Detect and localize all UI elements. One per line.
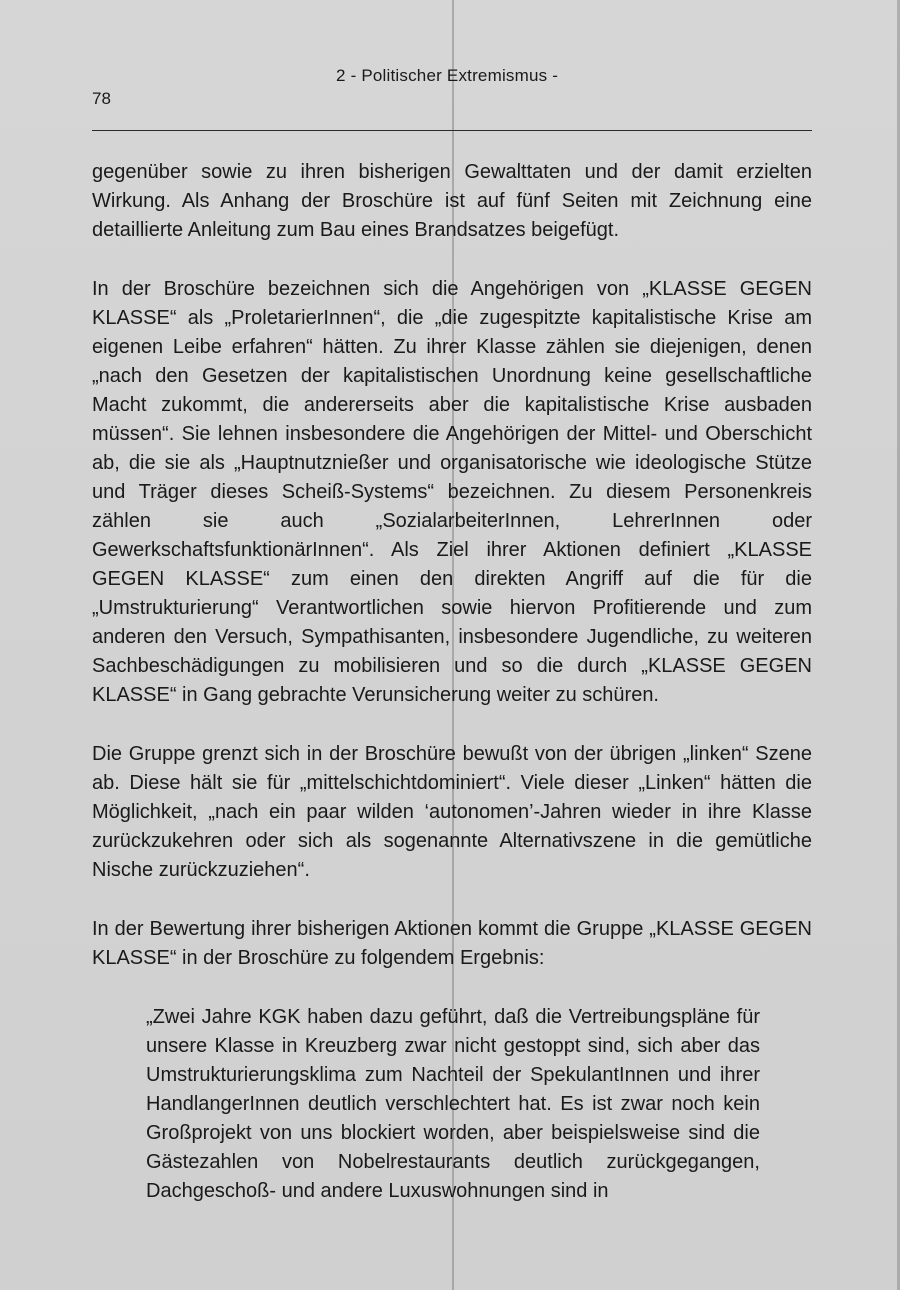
block-quote: „Zwei Jahre KGK haben dazu geführt, daß die Vertreibungspläne für unsere Klasse in Kreuzberg zwar nicht gestoppt sind, sich aber das Umstrukturierungsklima zum Nachteil der SpekulantInnen und ihrer HandlangerInnen deutlich verschlechtert hat. Es ist zwar noch kein Großprojekt von uns blockiert worden, aber beispielsweise sind die Gästezahlen von Nobelrestaurants deutlich zurückgegangen, Dachgeschoß- und andere Luxuswohnungen sind in — [146, 1006, 760, 1202]
running-title: 2 - Politischer Extremismus - — [336, 66, 559, 85]
page-header — [92, 64, 812, 124]
page-number: 78 — [92, 89, 111, 108]
body-text — [92, 158, 812, 1206]
paragraph-4: In der Bewertung ihrer bisherigen Aktionen kommt die Gruppe „KLASSE GEGEN KLASSE“ in der Broschüre zu folgendem Ergebnis: — [92, 918, 812, 969]
header-rule — [92, 130, 812, 131]
paragraph-1: gegenüber sowie zu ihren bisherigen Gewalttaten und der damit erzielten Wirkung. Als Anhang der Broschüre ist auf fünf Seiten mit Zeichnung eine detaillierte Anleitung zum Bau eines Brandsatzes beigefügt. — [92, 161, 812, 241]
paragraph-2: In der Broschüre bezeichnen sich die Angehörigen von „KLASSE GEGEN KLASSE“ als „ProletarierInnen“, die „die zugespitzte kapitalistische Krise am eigenen Leibe erfahren“ hätten. Zu ihrer Klasse zählen sie diejenigen, denen „nach den Gesetzen der kapitalistischen Unordnung keine gesellschaftliche Macht zukommt, die andererseits aber die kapitalistische Krise ausbaden müssen“. Sie lehnen insbesondere die Angehörigen der Mittel- und Oberschicht ab, die sie als „Hauptnutznießer und organisatorische wie ideologische Stütze und Träger dieses Scheiß-Systems“ bezeichnen. Zu diesem Personenkreis zählen sie auch „SozialarbeiterInnen, LehrerInnen oder GewerkschaftsfunktionärInnen“. Als Ziel ihrer Aktionen definiert „KLASSE GEGEN KLASSE“ zum einen den direkten Angriff auf die für die „Umstrukturierung“ Verantwortlichen sowie hiervon Profitierende und zum anderen den Versuch, Sympathisanten, insbesondere Jugendliche, zu weiteren Sachbeschädigungen zu mobilisieren und so die durch „KLASSE GEGEN KLASSE“ in Gang gebrachte Verunsicherung weiter zu schüren. — [92, 278, 812, 706]
paragraph-3: Die Gruppe grenzt sich in der Broschüre bewußt von der übrigen „linken“ Szene ab. Diese hält sie für „mittelschichtdominiert“. Viele dieser „Linken“ hätten die Möglichkeit, „nach ein paar wilden ‘autonomen’-Jahren wieder in ihre Klasse zurückzukehren oder sich als sogenannte Alternativszene in die gemütliche Nische zurückzuziehen“. — [92, 743, 812, 881]
